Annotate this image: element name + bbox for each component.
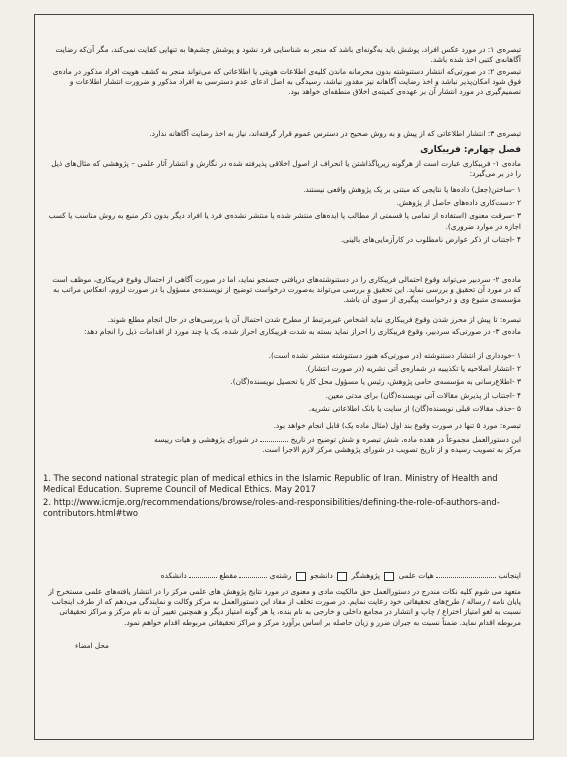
list-item: ۲ -دست‌کاری داده‌های حاصل از پژوهش. — [396, 198, 521, 208]
researcher-checkbox[interactable] — [337, 572, 347, 581]
level-blank[interactable] — [189, 571, 217, 578]
list-item: ۳ -اطلاع‌رسانی به مؤسسه‌ی حامی پژوهش، رئیس یا مسؤول محل کار یا تحصیل نویسنده(گان). — [230, 377, 521, 387]
closing-part-b: در شورای پژوهشی و هیات رییسه — [154, 435, 258, 444]
field-blank[interactable] — [239, 571, 267, 578]
student-label: دانشجو — [310, 571, 333, 580]
name-blank[interactable] — [436, 571, 496, 578]
article-1: ماده‌ی ۱- فریبکاری عبارت است از هرگونه زیرپاگذاشتن یا انحراف از اصول اخلاقی پذیرفته شده در نگارش و انتشار آثار علمی – پژوهشی که مثال‌های ذیل را در بر می‌گیرد: — [51, 159, 521, 179]
closing-part-c: مرکز به تصویب رسیده و از تاریخ تصویب در شورای پژوهشی مرکز لازم الاجرا است. — [262, 445, 521, 455]
faculty-label: هیات علمی — [398, 571, 434, 580]
pledge-form-header — [47, 571, 521, 581]
note-3: تبصره‌ی ۳: انتشار اطلاعاتی که از پیش و به روش صحیح در دسترس عموم قرار گرفته‌اند، نیاز به اخذ رضایت آگاهانه ندارد. — [149, 129, 521, 138]
article-2: ماده‌ی ۲- سردبیر می‌تواند وقوع احتمالی فریبکاری را در دستنوشته‌های دریافتی جستجو نماید، اما در صورت آگاهی از احتمال وقوع فریبکاری، موظف است که در مورد آن تحقیق و بررسی نماید. این تحقیق و بررسی می‌تواند به‌صورت درخواست توضیح از نویسنده‌ی مسؤول یا در صورت لزوم، انعکاس مراتب به مؤسسه‌ی متبوع وی و درخواست پیگیری از سوی آن باشد. — [52, 275, 521, 305]
researcher-label: پژوهشگر — [351, 571, 380, 580]
closing-part-a: این دستورالعمل مجموعاً در هفده ماده، شش تبصره و شش توضیح در تاریخ — [290, 435, 521, 444]
article-3: ماده‌ی ۳- در صورتی‌که سردبیر، وقوع فریبکاری را احراز نماید بسته به شدت فریبکاری احراز شده، یک یا چند مورد از اقدامات ذیل را انجام دهد: — [83, 327, 521, 336]
list-item: ۳ -سرقت معنوی (استفاده از تمامی یا قسمتی از مطالب یا ایده‌های منتشر شده یا منتشر نشده‌ی فرد یا افراد دیگر بدون ذکر منبع به روش مناسب یا کسب اجازه در موارد ضروری). — [48, 211, 521, 231]
note-2: تبصره‌ی ۲: در صورتی‌که انتشار دستنوشته بدون محرمانه ماندن کلیه‌ی اطلاعات هویتی یا اطلاعاتی که می‌تواند منجر به کشف هویت افراد مذکور در ماده‌ی فوق شود امکان‌پذیر نباشد و اخذ رضایت آگاهانه نیز مقدور نباشد، رسیدگی به اصل ادعای عدم دسترسی به افراد مذکور و ضرورت انتشار اطلاعات و تصمیم‌گیری در مورد انتشار آن بر عهده‌ی کمیته‌ی اخلاق منطقه‌ای خواهد بود. — [52, 67, 521, 97]
article-2-note: تبصره: تا پیش از محرز شدن وقوع فریبکاری نباید اشخاص غیرمرتبط از مطرح شدن احتمال آن یا بررسی‌های در حال انجام مطلع شوند. — [107, 315, 521, 324]
list-item: ۱ -ساختن(جعل) داده‌ها یا نتایجی که مبتنی بر یک پژوهش واقعی نیستند. — [303, 185, 521, 194]
chapter-title: فصل چهارم: فریبکاری — [420, 145, 521, 155]
list-item: ۲ -انتشار اصلاحیه یا تکذیبیه در شماره‌ی آتی نشریه (در صورت انتشار). — [305, 364, 521, 374]
field-label: رشته‌ی — [269, 571, 292, 580]
reference-1: 1. The second national strategic plan of medical ethics in the Islamic Republic of Iran. Ministry of Health and Medical Education. Supreme Council of Medical Ethics. May 2017 — [43, 473, 498, 495]
article-1-list — [47, 185, 521, 245]
reference-2: 2. http://www.icmje.org/recommendations/browse/roles-and-responsibilities/defining-the-role-of-authors-and-contributors.html#two — [43, 497, 500, 519]
closing-statement — [47, 435, 521, 455]
list-item: ۴ -اجتناب از ذکر عوارض نامطلوب در کارآزمایی‌های بالینی. — [340, 234, 521, 244]
signature-place[interactable]: محل امضاء — [75, 641, 109, 650]
document-page — [34, 14, 534, 740]
list-item: ۵ -حذف مقالات قبلی نویسنده(گان) از سایت یا بانک اطلاعاتی نشریه. — [308, 403, 521, 413]
list-item: ۴ -اجتناب از پذیرش مقالات آتی نویسنده(گان) برای مدتی معین. — [325, 390, 521, 400]
note-1: تبصره‌ی ۱: در مورد عکس افراد، پوشش باید به‌گونه‌ای باشد که منجر به شناسایی فرد نشود و پوشش چشم‌ها به تنهایی کفایت نمی‌کند، مگر آن‌که رضایت آگاهانه‌ی کتبی اخذ شده باشد. — [55, 45, 521, 65]
signer-label: اینجانب — [498, 571, 521, 580]
student-checkbox[interactable] — [296, 572, 306, 581]
pledge-text: متعهد می شوم کلیه نکات مندرج در دستورالعمل حق مالکیت مادی و معنوی در مورد نتایج پژوهش های علمی مرکز را در انتشار یافته‌های علمی مستخرج از پایان نامه / رساله / طرح‌های تحقیقاتی خود رعایت نمایم. در صورت تخلف از مفاد این دستورالعمل به مرکز وکالت و نمایندگی می‌دهم که از طرف اینجانب نسبت به لغو امتیاز اختراع / چاپ و انتشار در مجامع داخلی و خارجی به نام بنده، یا هر گونه امتیاز دیگر و همچنین تغییر آن به نام مرکز و مراکز تحقیقاتی مربوطه اقدام نماید. ضمناً نسبت به جبران ضرر و زیان حاصله بر اساس برآورد مرکز و مراکز تحقیقاتی مربوطه اقدام خواهم نمود. — [48, 587, 521, 627]
college-label: دانشکده — [160, 571, 187, 580]
faculty-checkbox[interactable] — [384, 572, 394, 581]
article-3-list — [47, 351, 521, 414]
date-blank — [260, 435, 288, 442]
list-item: ۱ -خودداری از انتشار دستنوشته (در صورتی‌که هنوز دستنوشته منتشر نشده است). — [268, 351, 521, 360]
level-label: مقطع — [219, 571, 238, 580]
article-3-note: تبصره: مورد ۵ تنها در صورت وقوع بند اول (مثال ماده یک) قابل انجام خواهد بود. — [273, 421, 521, 430]
